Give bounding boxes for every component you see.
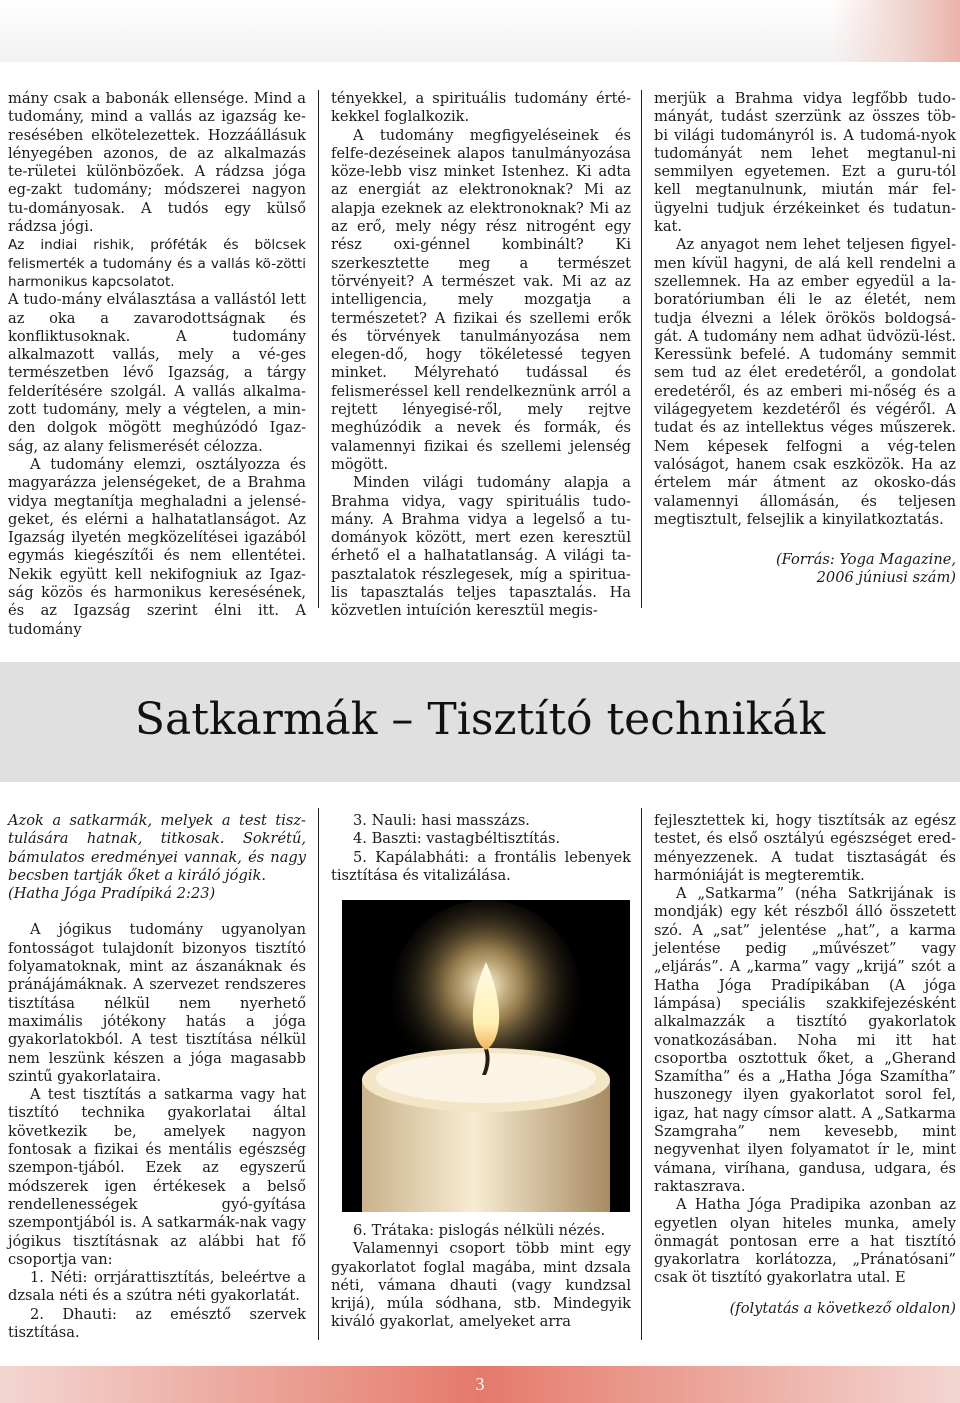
list-item: 4. Baszti: vastagbéltisztítás. bbox=[353, 830, 561, 848]
paragraph: fejlesztettek ki, hogy tisztítsák az egész testet, és első osztályú egészséget ered-ményezzenek. A tudat tisztaságát és harmóniáját is megteremtik. bbox=[654, 812, 956, 884]
paragraph: Valamennyi csoport több mint egy gyakorlatot foglal magába, mint dzsala néti, vámana dhauti (vagy kundzsal krijá), múla sódhana, stb. Mindegyik kiváló gyakorlat, amelyeket arra bbox=[331, 1240, 631, 1331]
top-decor-bar bbox=[0, 0, 960, 62]
paragraph: Az anyagot nem lehet teljesen figyel-men kívül hagyni, de alá kell rendelni a szellemnek. Ha az ember egyedül a la-boratóriumban éli le az életét, nem tudja élvezni a lélek örökös boldogsá-gát. A tudomány nem adhat üdvözü-lést. Keressünk befelé. A tudomány semmit sem tud az élet eredetéről, a gondolat eredetéről, és az emberi mi-nőség és a világegyetem kezdetéről és végéről. A tudat és az intellektus véges műszerek. Nem képesek felfogni a vég-telen valóságot, hanem csak eszközök. Ha az értelem már átment az okosko-dás valamennyi állomásán, és teljesen megtisztult, felsejlik a kinyilatkoztatás. bbox=[654, 236, 956, 528]
corner-decoration bbox=[830, 0, 960, 62]
paragraph: A jógikus tudomány ugyanolyan fontosságot tulajdonít bizonyos tisztító folyamatoknak, mint az ászanáknak és pránájámáknak. A szervezet rendszeres tisztítása nélkül nem nyerhető maximális jótékony hatás a jóga gyakorlatokból. A test tisztítása nélkül nem leszünk készen a jóga magasabb szintű gyakorlataira. bbox=[8, 921, 306, 1085]
column-divider bbox=[318, 808, 319, 1340]
continued-note: (folytatás a következő oldalon) bbox=[729, 1299, 956, 1317]
top-col-1 bbox=[8, 90, 306, 639]
paragraph: tényekkel, a spirituális tudomány érté-kekkel foglalkozik. bbox=[331, 90, 631, 126]
source-credit: 2006 júniusi szám) bbox=[816, 569, 956, 587]
candle-photo bbox=[342, 900, 630, 1212]
list-item: 3. Nauli: hasi masszázs. bbox=[353, 812, 530, 829]
top-col-3 bbox=[654, 90, 956, 588]
bottom-col-2-top bbox=[331, 812, 631, 885]
top-col-2 bbox=[331, 90, 631, 621]
column-divider bbox=[318, 90, 319, 608]
intro-quote: Azok a satkarmák, melyek a test tisz-tulására hatnak, titkosak. Sokrétű, bámulatos eredményei vannak, és nagy becsben tartják őket a királó jógik. bbox=[8, 812, 306, 884]
column-divider bbox=[641, 808, 642, 1340]
page-number: 3 bbox=[475, 1374, 485, 1394]
paragraph: A tudomány elemzi, osztályozza és magyarázza jelenségeket, de a Brahma vidya megtanítja meghaladni a jelensé-geket, és elérni a halhatatlanságot. Az Igazság ilyetén megközelítései igazából egymás kiegészítői és nem ellentétei. Nekik együtt kell nekifogniuk az Igaz-ság közös és harmonikus keresésének, és az Igazság szerint élni itt. A tudomány bbox=[8, 455, 306, 638]
candle-illustration bbox=[342, 900, 630, 1212]
source-credit: (Forrás: Yoga Magazine, bbox=[775, 551, 956, 569]
bottom-col-2-bottom bbox=[331, 1222, 631, 1332]
paragraph: A tudo-mány elválasztása a vallástól lett az oka a zavarodottságnak és konfliktusoknak. A tudomány alkalmazott vallás, mely a vé-ges természetben lévő Igazság, a tárgy felderítésére szolgál. A vallás alkalma-zott tudomány, mely a végtelen, a min-den dolgok mögött meghúzódó Igaz-ság, az alany felismerését célozza. bbox=[8, 291, 306, 455]
column-divider bbox=[641, 90, 642, 608]
paragraph: Minden világi tudomány alapja a Brahma vidya, vagy spirituális tudo-mány. A Brahma vidya a legelső a tu-dományok között, mert ezen keresztül érhető el a halhatatlanság. A világi ta-pasztalatok részlegesek, míg a spiritua-lis tapasztalás teljes tapasztalás. Ha közvetlen intuíción keresztül megis- bbox=[331, 474, 631, 620]
paragraph: A Hatha Jóga Pradipika azonban az egyetlen olyan hiteles munka, amely önmagát pontosan erre a hat tisztító gyakorlatra korlátozza, „Pránatósani” csak öt tisztító gyakorlatra utal. E bbox=[654, 1196, 956, 1287]
paragraph: Az indiai rishik, próféták és bölcsek felismerték a tudomány és a vallás kö-zötti harmonikus kapcsolatot. bbox=[8, 237, 306, 290]
bottom-col-1 bbox=[8, 812, 306, 1342]
bottom-col-3 bbox=[654, 812, 956, 1318]
paragraph: A „Satkarma” (néha Satkrijának is mondják) egy két részből álló összetett szó. A „sat” jelentése „hat”, a karma jelentése pedig „művészet” vagy „eljárás”. A „karma” vagy „krijá” szót a Hatha Jóga Pradípikában (A jóga lámpása) speciális szakkifejezésként alkalmazzák a tisztító gyakorlatok vonatkozásában. Noha mi itt hat csoportba osztottuk őket, a „Gherand Szamítha” és a „Hatha Jóga Szamítha” huszonegy ilyen gyakorlatot sorol fel, igaz, hat nagy címsor alatt. A „Satkarma Szamgraha” nem kevesebb, mint negyvenhat ilyen folyamatot ír le, mint vámana, viríhana, gandusa, udgara, és raktaszrava. bbox=[654, 885, 956, 1195]
paragraph: merjük a Brahma vidya legfőbb tudo-mányát, tudást szerzünk az összes töb-bi világi tudományról is. A tudomá-nyok tudományát nem lehet megtanul-ni semmilyen egyetemen. Ezt a guru-tól kell megtanulnunk, miután már fel-ügyelni tudjuk érzékeinket és tudatun-kat. bbox=[654, 90, 956, 236]
list-item: 1. Néti: orrjárattisztítás, beleértve a dzsala néti és a szútra néti gyakorlatát. bbox=[8, 1269, 306, 1305]
list-item: 5. Kapálabháti: a frontális lebenyek tisztítása és vitalizálása. bbox=[331, 848, 631, 884]
paragraph: A test tisztítás a satkarma vagy hat tisztító technika gyakorlatai által következik be, amelyek nagyon fontosak a fizikai és mentális egészség szempon-tjából. Ezek az egyszerű módszerek igen értékesek a belső rendellenességek gyó-gyítása szempontjából is. A satkarmák-nak vagy jógikus tisztításnak az alábbi hat fő csoportja van: bbox=[8, 1086, 306, 1268]
list-item: 6. Trátaka: pislogás nélküli nézés. bbox=[353, 1222, 606, 1239]
section-title: Satkarmák – Tisztító technikák bbox=[134, 694, 826, 745]
paragraph: A tudomány megfigyeléseinek és felfe-dezéseinek alapos tanulmányozása köze-lebb visz minket Istenhez. Ki adta az energiát az elektronoknak? Mi az alapja ezeknek az elektronoknak? Mi az az erő, mely négy rész nitrogént egy rész oxi-génnel kombinált? Ki szerkesztette meg a természet törvényeit? A természet vak. Mi az az intelligencia, mely mozgatja a természetet? A fizikai és szellemi erők és törvények tanulmányozása nem elegen-dő, hogy tökéletessé tegyen minket. Mélyreható tudással és felismeréssel kell rendelkeznünk arról a rejtett lényegisé-ről, mely rejtve meghúzódik a nevek és formák, és valamennyi fizikai és szellemi jelenség mögött. bbox=[331, 126, 631, 473]
list-item: 2. Dhauti: az emésztő szervek tisztítása. bbox=[8, 1305, 306, 1342]
intro-source: (Hatha Jóga Pradípiká 2:23) bbox=[8, 885, 216, 903]
paragraph: mány csak a babonák ellensége. Mind a tudomány, mind a vallás az igazság ke-resésében elkötelezettek. Hozzáállásuk lényegében azonos, de az alkalmazás te-rületei különbözőek. A rádzsa jóga eg-zakt tudomány; módszerei nagyon tu-dományosak. A tudós egy külső rádzsa jógi. bbox=[8, 90, 306, 236]
